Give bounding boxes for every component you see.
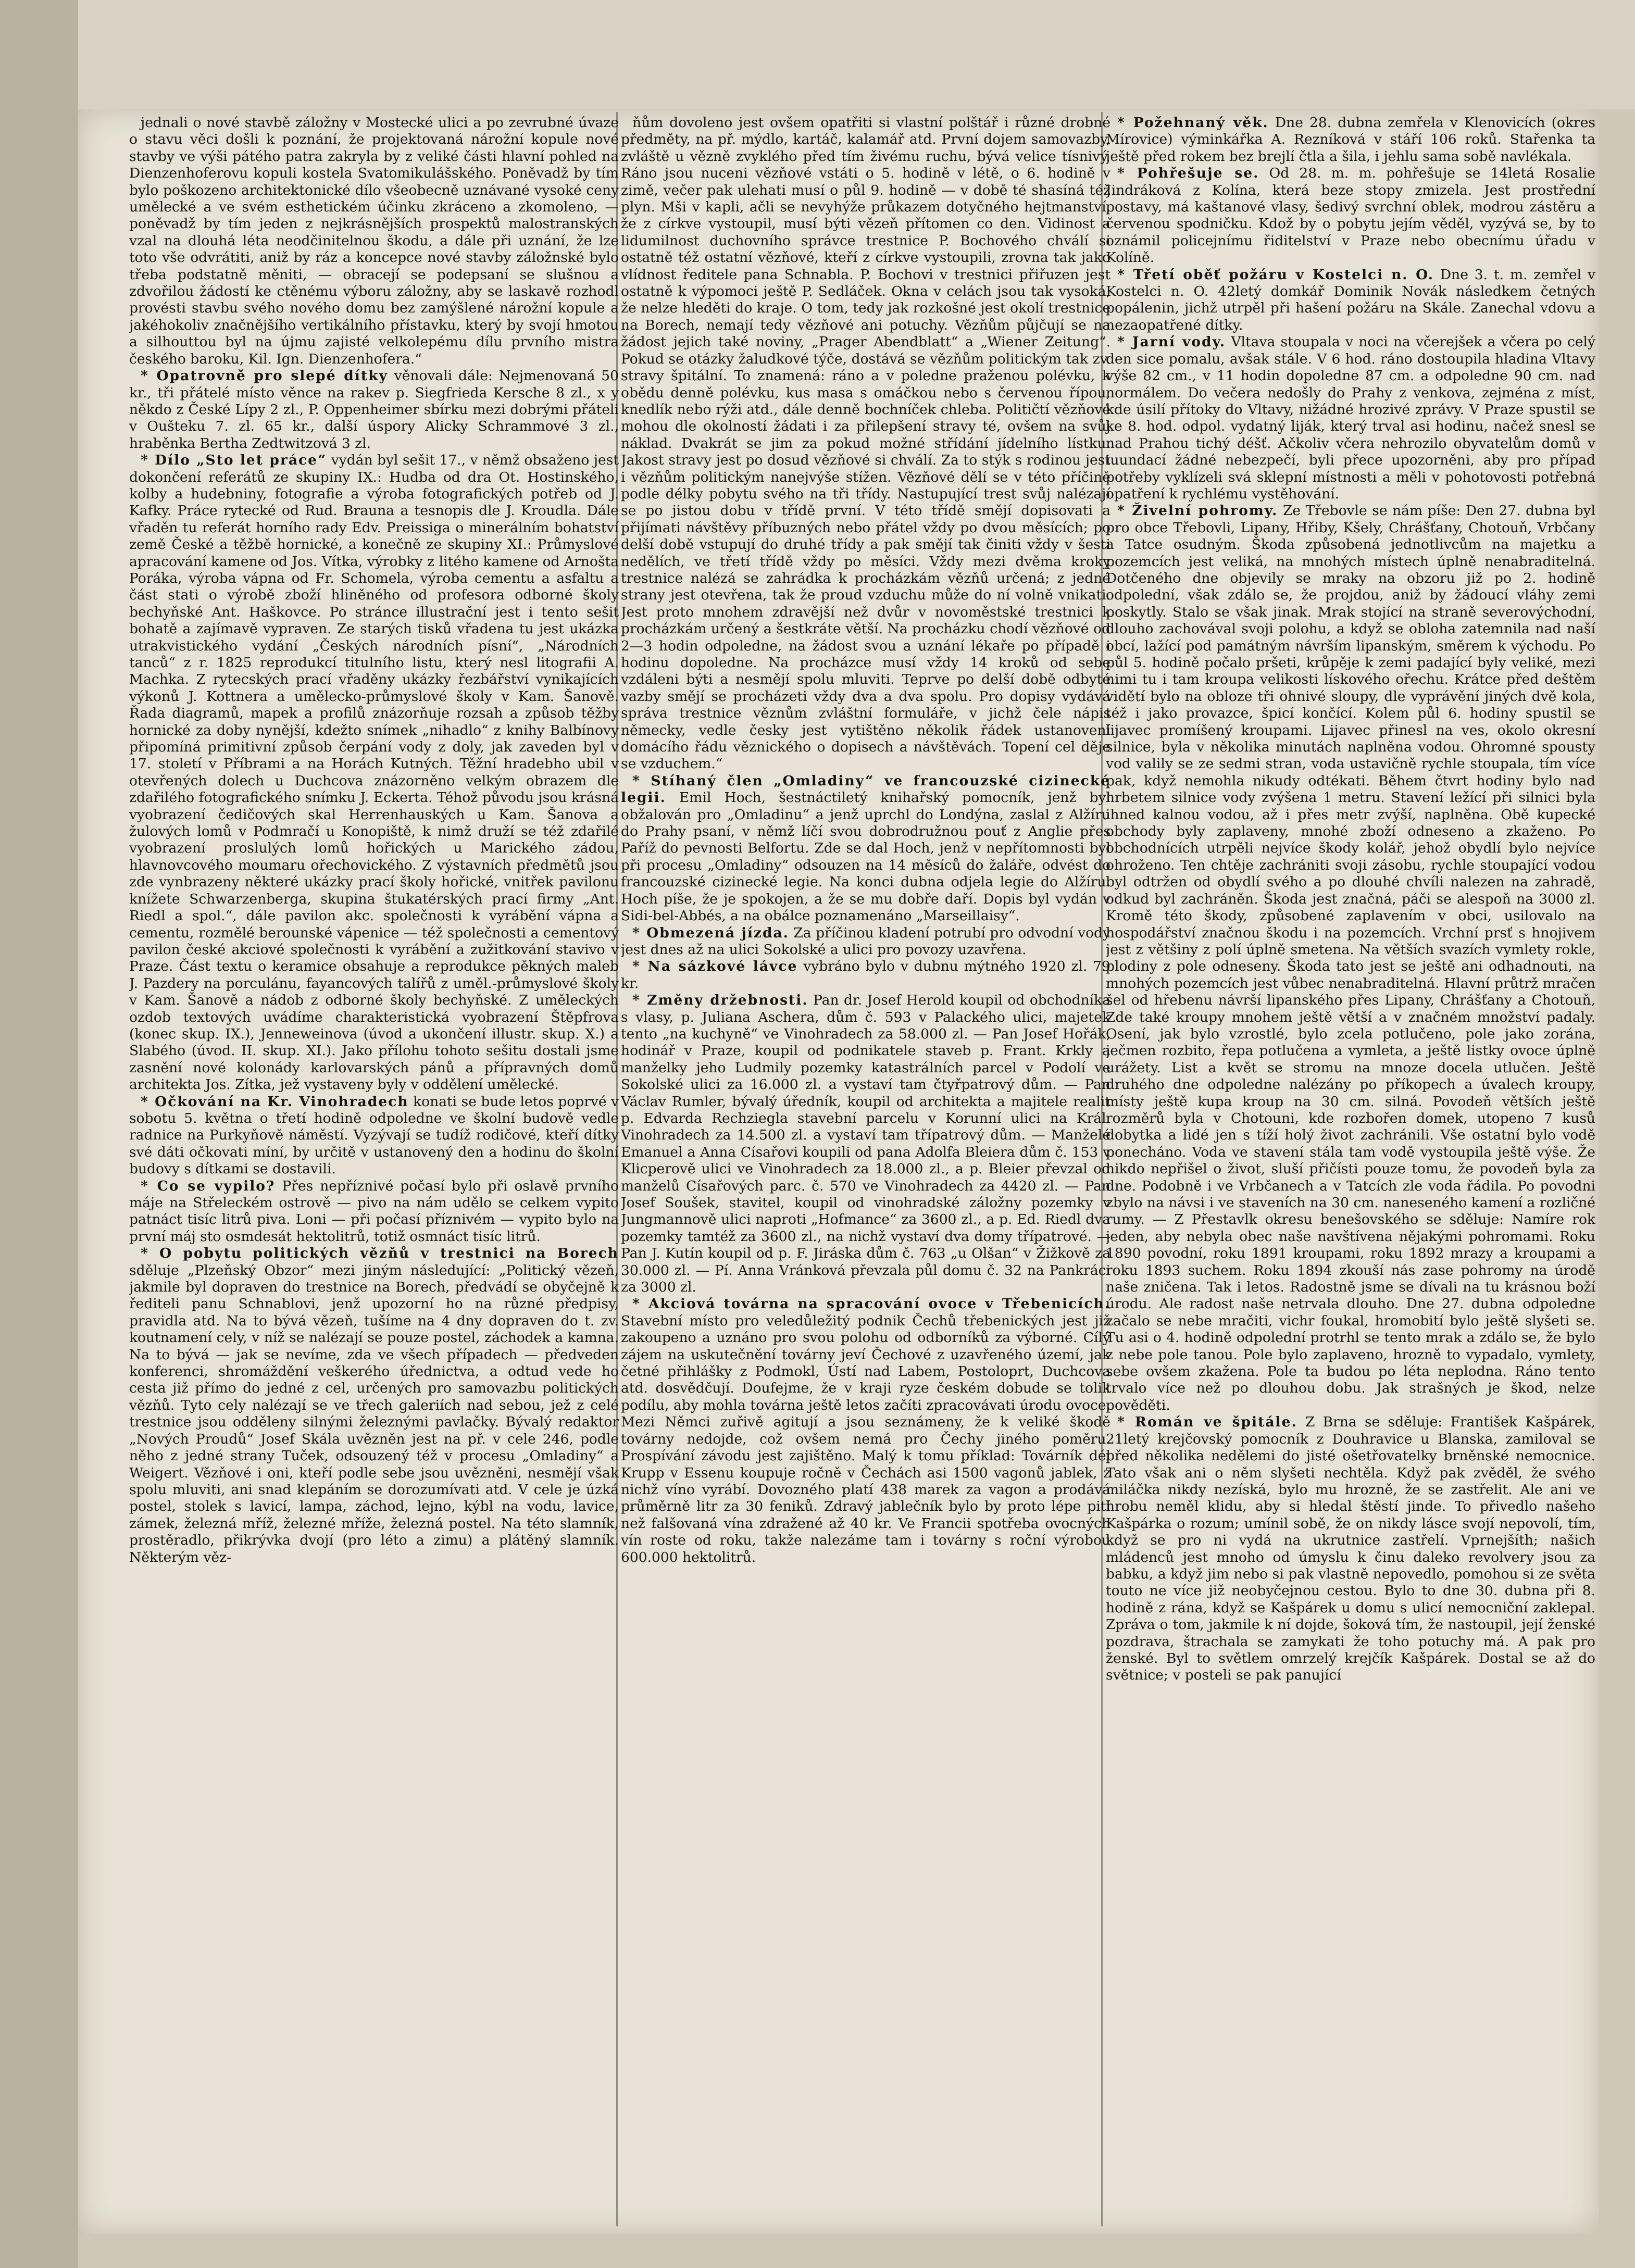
article-heading: * Opatrovně pro slepé dítky	[141, 368, 388, 384]
article-column1-1	[129, 368, 619, 452]
article-body: Ze Třebovle se nám píše: Den 27. dubna byl pro obce Třebovli, Lipany, Hřiby, Kšely, Chrášťany, Chotouň, Vrbčany a Tatce osudným. Škoda způsobená jednotlivcům na majetku a pozemcích jest veliká, na mnohých místech úplně nenabraditelná. Dotčeného dne objevily se mraky na obzoru již po 2. hodině odpolední, však zdálo se, že projdou, aniž by žádoucí vláhy zemi poskytly. Stalo se však jinak. Mrak stojící na straně severovýchodní, dlouho zachovával svoji polohu, a když se obloha zatemnila nad naší obcí, lažící pod památným návrším lipanským, směrem k východu. Po půl 5. hodině počalo pršeti, krůpěje k zemi padající byly veliké, mezi nimi tu i tam kroupa velikosti lískového ořechu. Krátce před deštěm vidětí bylo na obloze tři ohnivé sloupy, dle vyprávění jiných dvě kola, též i jako provazce, špicí končící. Kolem půl 6. hodiny spustil se lijavec promíšený kroupami. Lijavec přinesl na ves, okolo okresní silnice, byla v několika minutách naplněna vodou. Ohromné spousty vod valily se ze sedmi stran, voda ustavičně rychle stoupala, tím více pak, když nemohla nikudy odtékati. Během čtvrt hodiny bylo nad hrbetem silnice vody zvýšena 1 metru. Stavení ležící při silnici byla ihned kalnou vodou, až i přes metr zvýší, naplněna. Obě kupecké obchody byly zaplaveny, mnohé zboží odneseno a zkaženo. Po obchodnících utrpěli nejvíce škody kolář, jehož obydlí bylo nejvíce ohroženo. Ten chtěje zachrániti svoji zásobu, rychle stoupající vodou byl odtržen od obydlí svého a po dlouhé chvíli nalezen na zahradě, odkud byl zachráněn. Škoda jest značná, páči se alespoň na 3000 zl. Kromě této škody, způsobené zaplavením v obci, usilovalo na hospodářství značnou škodu i na pozemcích. Vrchní prsť s hnojivem jest z většiny z polí úplně smetena. Na větších svazích vymlety rokle, plodiny z pole odneseny. Škoda tato jest se ještě ani odhadnouti, na mnohých pozemcích jest vůbec nenabraditelná. Hlavní průtrž mračen šel od hřebenu návrší lipanského přes Lipany, Chrášťany a Chotouň, Zde také kroupy mnohem ještě větší a v značném množství padaly. Osení, jak bylo vzrostlé, bylo zcela potlučeno, pole jako zorána, ječmen rozbito, řepa potlučena a vymleta, a ještě listky ovoce úplně urážety. List a květ se stromu na mnoze docela utlučen. Ještě druhého dne odpoledne nalézány po příkopech a úvalech kroupy, místy ještě kupa kroup na 30 cm. silná. Povodeň větších ještě rozměrů byla v Chotouni, kde rozbořen domek, utopeno 7 kusů dobytka a lidé jen s tíží holý život zachránili. Vše ostatní bylo vodě ponecháno. Voda ve stavení stála tam vodě vystoupila ještě výše. Že nikdo nepřišel o život, sluší přičísti pouze tomu, že povodeň byla za dne. Podobně i ve Vrbčanech a v Tatcích zle voda řádila. Po povodni zbylo na návsi i ve staveních na 30 cm. naneseného kamení a rozličné rumy. — Z Přestavlk okresu benešovského se sděluje: Namíre rok jeden, aby nebyla obec naše navštívena nějakými pohromami. Roku 1890 povodní, roku 1891 kroupami, roku 1892 mrazy a kroupami a roku 1893 suchem. Roku 1894 zkouší nás zase pohromy na úrodě naše zničena. Tak i letos. Radostně jsme se dívali na tu krásnou boží úrodu. Ale radost naše netrvala dlouho. Dne 27. dubna odpoledne začalo se nebe mračiti, vichr foukal, hromobití bylo ještě slyšeti se. Tu asi o 4. hodině odpolední protrhl se tento mrak a zdálo se, že bylo z nebe pole tanou. Pole bylo zaplaveno, hrozně to vypadalo, vymlety, sebe ovšem zkažena. Pole ta budou po léta neplodna. Ráno tento trvalo více než po dlouhou dobu. Jak strašných je škod, nelze pověděti.	[1106, 503, 1595, 1413]
article-column3-4	[1106, 503, 1595, 1414]
article-column2-0	[621, 115, 1110, 773]
article-column1-4	[129, 1178, 619, 1246]
article-body: sděluje „Plzeňský Obzor“ mezi jiným následující: „Politický vězeň, jakmile byl dopraven do trestnice na Borech, předvádí se obyčejně k řediteli panu Schnablovi, jenž upozorní ho na různé předpisy, pravidla atd. Na to bývá vězeň, tušíme na 4 dny dopraven do t. zv. koutnamení cely, v níž se nalézají se pouze postel, záchodek a kamna. Na to bývá — jak se nevíme, zda ve všech případech — předveden konferenci, shromáždění veškerého úřednictva, a odtud vede ho cesta již přímo do jedné z cel, určených pro samovazbu politických vězňů. Tyto cely nalézají se ve třech galeriích nad sebou, jež z celé trestnice jsou odděleny silnými železnými pavlačky. Bývalý redaktor „Nových Proudů“ Josef Skála uvězněn jest na př. v cele 246, podle něho z jedné strany Tuček, odsouzený též v procesu „Omladiny“ a Weigert. Vězňové i oni, kteří podle sebe jsou uvězněni, nesmějí však spolu mluviti, ani snad klepáním se dorozumívati atd. V cele je úzká postel, stolek s lavicí, lampa, záchod, lejno, kýbl na vodu, lavice, zámek, železná mříž, železné mříže, železná postel. Na této slamník, prostěradlo, přikrývka dvojí (pro léto a zimu) a plátěný slamník. Některým věz-	[129, 1262, 619, 1565]
article-column2-5	[621, 1296, 1110, 1566]
article-heading: * Co se vypilo?	[141, 1177, 276, 1194]
article-column3-2	[1106, 267, 1595, 334]
article-column3-1	[1106, 165, 1595, 266]
article-body: Emil Hoch, šestnáctiletý knihařský pomocník, jenž byl obžalován pro „Omladinu“ a jenž uprchl do Londýna, zaslal z Alžíru do Prahy psaní, v němž líčí svou dobrodružnou pouť z Anglie přes Paříž do pevnosti Belfortu. Zde se dal Hoch, jenž v nepřítomnosti byl při procesu „Omladiny“ odsouzen na 14 měsíců do žaláře, odvést do francouzské cizinecké legie. Na konci dubna odjela legie do Alžíru. Hoch píše, že je spokojen, a že se mu dobře daří. Dopis byl vydán v Sidi-bel-Abbés, a na obálce poznamenáno „Marseillaisy“.	[621, 790, 1110, 924]
article-body: Dne 3. t. m. zemřel v Kostelci n. O. 42letý domkář Dominik Novák následkem četných popálenin, jichž utrpěl při hašení požáru na Skále. Zanechal vdovu a nezaopatřené dítky.	[1106, 266, 1595, 333]
text-column-3	[1106, 115, 1595, 2224]
article-body: Pan dr. Josef Herold koupil od obchodníka s vlasy, p. Juliana Aschera, dům č. 593 v Palackého ulici, majetek tento „na kuchyně“ ve Vinohradech za 58.000 zl. — Pan Josef Hořák, hodinář v Praze, koupil od podnikatele staveb p. Frant. Krkly a manželky jeho Ludmily pozemky katastrálních parcel v Podolí ve Sokolské ulici za 16.000 zl. a vystaví tam čtyřpatrový dům. — Pan Václav Rumler, bývalý úředník, koupil od architekta a majitele realit p. Edvarda Rechziegla stavební parcelu v Korunní ulici na Král. Vinohradech za 14.500 zl. a vystaví tam třípatrový dům. — Manželé Emanuel a Anna Císařovi koupili od pana Adolfa Bleiera dům č. 153 v Klicperově ulici ve Vinohradech za 18.000 zl., a p. Bleier převzal od manželů Císařových parc. č. 570 ve Vinohradech za 4420 zl. — Pan Josef Soušek, stavitel, koupil od vinohradské záložny pozemky v Jungmannově ulici naproti „Hofmance“ za 3600 zl., a p. Ed. Riedl dva pozemky tamtéž za 3600 zl., na nichž vystaví dva domy třípatrové. — Pan J. Kutín koupil od p. F. Jiráska dům č. 763 „u Olšan“ v Žižkově za 30.000 zl. — Pí. Anna Vránková převzala půl domu č. 32 na Pankráci za 3000 zl.	[621, 992, 1110, 1296]
article-column2-4	[621, 992, 1110, 1296]
article-body: vydán byl sešit 17., v němž obsaženo jest dokončení referátů ze skupiny IX.: Hudba od dra Ot. Hostinského, kolby a hudebniny, fotografie a výroba fotografických potřeb od J. Kafky. Práce rytecké od Rud. Brauna a tesnopis dle J. Kroudla. Dále vřaděn tu referát horního rady Edv. Preissiga o minerálním bohatství země České a těžbě hornické, a konečně ze skupiny XI.: Průmyslové apracování kamene od Jos. Vítka, výrobky z litého kamene od Arnošta Poráka, výroba vápna od Fr. Schomela, výroba cementu a asfaltu a část stati o výrobě zboží hliněného od profesora odborné školy bechyňské Ant. Haškovce. Po stránce illustrační jest i tento sešit bohatě a zajímavě vypraven. Ze starých tisků vřadena tu jest ukázka utrakvistického vydání „Českých národních písní“, „Národních tanců“ z r. 1825 reprodukcí titulního listu, který nesl litografii A. Machka. Z rytecských prací vřaděny ukázky řezbářství vynikajících výkonů J. Kottnera a umělecko-průmyslové školy v Kam. Šanově. Řada diagramů, mapek a profilů znázorňuje rozsah a způsob těžby hornické za doby nynější, kdežto snímek „nihadlo“ z knihy Balbínovy připomíná primitivní způsob čerpání vody z doly, jak zaveden byl v 17. století v Příbrami a na Horách Kutných. Těžní hradebho ubil v otevřených dolech u Duchcova znázorněno velkým obrazem dle zdařilého fotografického snímku J. Eckerta. Téhož původu jsou krásná vyobrazení čedičových skal Herrenhauských u Kam. Šanova a žulových lomů v Podmračí u Konopiště, k nimž druží se též zdařilé vyobrazení proslulých lomů hořických u Marického zádou, hlavnovcového moumaru ořechovického. Z výstavních předmětů jsou zde vynbrazeny některé ukázky prací školy hořické, vnitřek pavilonu knížete Schwarzenberga, skupina štukatérských prací firmy „Ant. Riedl a spol.“, dále pavilon akc. společnosti k vyrábění vápna a cementu, rozmělé berounské vápenice — též společnosti a cementový pavilon české akciové společnosti k vyrábění a zužitkování stavivo v Praze. Část textu o keramice obsahuje a reprodukce pěkných maleb J. Pazdery na porculánu, fayancových talířů z uměl.-průmyslové školy v Kam. Šanově a nádob z odborné školy bechyňské. Z uměleckých ozdob textových uvádíme charakteristická vyobrazení Štěpfrova (konec skup. IX.), Jenneweinova (úvod a ukončení illustr. skup. X.) a Slabého (úvod. II. skup. XI.). Jako přílohu tohoto sešitu dostali jsme zasnění nové kolonády karlovarských pánů a přípravných domů architekta Jos. Zítka, jež vystaveny byly v oddělení umělecké.	[129, 452, 619, 1093]
article-body: Z Brna se sděluje: František Kašpárek, 21letý krejčovský pomocník z Douhravice u Blanska, zamiloval se před několika nedělemi do jisté ošetřovatelky brněnské nemocnice. Tato však ani o něm slyšeti nechtěla. Když pak zvěděl, že svého miláčka nikdy nezíská, bylo mu hrozně, že se zastřelit. Ale ani ve hrobu neměl klidu, aby si hledal štěstí jinde. To přivedlo našeho Kašpárka o rozum; umínil sobě, že on nikdy lásce svojí nepovolí, tím, když se pro ni vydá na ukrutnice zastřelí. Vprnejšíth; našich mládenců jest mnoho od úmyslu k činu daleko revolvery jsou za babku, a když jim nebo si pak vlastně nepovedlo, pomohou si ze světa touto ne více již neobyčejnou cestou. Bylo to dne 30. dubna při 8. hodině z rána, když se Kašpárek u domu s ulicí nemocniční zaklepal. Zpráva o tom, jakmile k ní dojde, šoková tím, že nastoupil, její ženské pozdrava, štrachala se zamykati že toho potuchy má. A pak pro ženské. Byl to světlem omrzelý krejčík Kašpárek. Dostal se až do světnice; v posteli se pak panující	[1106, 1414, 1595, 1684]
article-heading: * Pohřešuje se.	[1117, 165, 1259, 182]
article-heading: * Dílo „Sto let práce“	[141, 452, 327, 469]
article-heading: * Obmezená jízda.	[632, 924, 789, 941]
article-heading: * Stíhaný člen „Omladiny“ ve francouzské cizinecké legii.	[621, 772, 1110, 806]
article-heading: * Na sázkové lávce	[632, 958, 798, 975]
article-heading: * Požehnaný věk.	[1117, 115, 1269, 131]
article-heading: * Třetí oběť požáru v Kostelci n. O.	[1117, 266, 1434, 283]
article-heading: * Jarní vody.	[1117, 334, 1226, 350]
article-body: Od 28. m. m. pohřešuje se 14letá Rosalie Jindráková z Kolína, která beze stopy zmizela. Jest prostřední postavy, má kaštanové vlasy, šedivý svrchní oblek, modrou zástěru a červenou spodničku. Kdož by o pobytu jejím věděl, vyzývá se, by to oznámil policejnímu řiditelství v Praze nebo obecnímu úřadu v Kolíně.	[1106, 165, 1595, 266]
article-body: Stavební místo pro veledůležitý podnik Čechů třebenických jest již zakoupeno a uznáno pro svou polohu od odborníků za výborné. Cílý zájem na uskutečnění továrny jeví Čechové z uzavřeného území, jak četné přihlášky z Podmokl, Ústí nad Labem, Postoloprt, Duchcova atd. dosvědčují. Doufejme, že v kraji ryze českém dobude se tolik podílu, aby mohla továrna ještě letos začíti zpracovávati úrodu ovoce. Mezi Němci zuřivě agitují a jsou seznámeny, že k veliké škodě továrny nedojde, což ovšem nemá pro Čechy jiného poměru. Prospívání závodu jest zajištěno. Malý k tomu příklad: Továrník dél Krupp v Essenu koupuje ročně v Čechách asi 1500 vagonů jablek, z nichž víno vyrábí. Dovozného platí 438 marek za vagon a prodává průměrně litr za 30 feniků. Zdravý jablečník bylo by proto lépe pití než falšovaná vína zdražené až 40 kr. Ve Francii spotřeba ovocných vín roste od roku, takže nalezáme tam i továrny s roční výrobou 600.000 hektolitrů.	[621, 1312, 1110, 1565]
article-heading: * Akciová továrna na spracování ovoce v Třebenicích.	[632, 1296, 1110, 1312]
text-column-1	[129, 115, 619, 2224]
article-column2-3	[621, 958, 1110, 992]
article-column1-5	[129, 1245, 619, 1566]
article-heading: * O pobytu politických vězňů v trestnici na Borech	[141, 1245, 619, 1262]
article-heading: * Změny držebnosti.	[632, 992, 808, 1009]
article-body: konati se bude letos poprvé v sobotu 5. května o třetí hodině odpoledne ve školní budově vedle radnice na Purkyňově náměstí. Vyzývají se tudíž rodičové, kteří dítky své dáti očkovati míní, by určitě v ustanovený den a hodinu do školní budovy s dítkami se dostavili.	[129, 1093, 619, 1177]
article-body: Za příčinou kladení potrubí pro odvodní vody jest dnes až na ulici Sokolské a ulici pro povozy uzavřena.	[621, 924, 1110, 958]
article-column2-1	[621, 773, 1110, 925]
scan-background-top	[0, 0, 1635, 109]
article-body: Dne 28. dubna zemřela v Klenovicích (okres Mírovice) výminkářka A. Rezníková v stáří 106 roků. Stařenka ta ještě před rokem bez brejlí čtla a šila, i jehlu sama sobě navlékala.	[1106, 115, 1595, 165]
article-body: Vltava stoupala v noci na včerejšek a včera po celý den sice pomalu, avšak stále. V 6 hod. ráno dostoupila hladina Vltavy výše 82 cm., v 11 hodin dopoledne 87 cm. a odpoledne 90 cm. nad normálem. Do večera nedošly do Prahy z venkova, zejména z míst, kde úsilí přítoky do Vltavy, nižádné hrozivé zprávy. V Praze spustil se ke 8. hod. odpol. vydatný liják, který trval asi hodinu, načež snesl se nad Prahou tichý déšť. Ačkoliv včera nehrozilo obyvatelům domů v iuundací žádné nebezpečí, byli přece upozorněni, aby pro případ potřeby vyklízeli svá sklepní místnosti a měli v pohotovosti potřebná opatření k rychlému vystěhování.	[1106, 334, 1595, 502]
scan-background-left	[0, 0, 78, 2268]
article-body: ňům dovoleno jest ovšem opatřiti si vlastní polštář i různé drobné předměty, na př. mýdlo, kartáč, kalamář atd. První dojem samovazby, zvláště u vězně zvyklého před tím živému ruchu, bývá velice tísnivý. Ráno jsou nuceni vězňové vstáti o 5. hodině v létě, o 6. hodině v zimě, večer pak ulehati musí o půl 9. hodině — v době té shasíná též plyn. Mši v kapli, ačli se nevyhýže průkazem dotyčného hejtmanství, že z církve vystoupil, musí býti vězeň přítomen co den. Vidinost a lidumilnost duchovního správce trestnice P. Bochového chválí si ostatně též ostatní vězňové, kteří z církve vystoupili, zrovna tak jako vlídnost ředitele pana Schnabla. P. Bochovi v trestnici přiřuzen jest ostatně k výpomoci ještě P. Sedláček. Okna v celách jsou tak vysoká, že nelze hleděti do kraje. O tom, tedy jak rozkošné jest okolí trestnice na Borech, nemají tedy vězňové ani potuchy. Vězňům půjčují se na žádost jejich také noviny, „Prager Abendblatt“ a „Wiener Zeitung“. Pokud se otázky žaludkové týče, dostává se vězňům politickým tak zv. stravy špitální. To znamená: ráno a v poledne praženou polévku, k obědu denně polévku, kus masa s omáčkou nebo s červenou řípou, knedlík nebo rýži atd., dále denně bochníček chleba. Političtí vězňové mohou dle okolností žádati i za přilepšení stravy té, ovšem na svůj náklad. Dvakrát se jim za pokud možné střídání jídelního lístku. Jakost stravy jest po dosud vězňové si chválí. Za to stýk s rodinou jest i vězňům politickým nanejvýše stížen. Vězňové dělí se v této příčině podle délky pobytu svého na tři třídy. Nastupující trest svůj nalézají se po jistou dobu v třídě první. V této třídě smějí dopisovati a přijímati návštěvy příbuzných nebo přátel vždy po dvou měsících; po delší době vstupují do druhé třídy a pak smějí tak činiti vždy v šesti nedělích, ve třetí třídě vždy po měsíci. Vždy mezi dvěma kroky trestnice nalézá se zahrádka k procházkám vězňů určená; z jedné strany jest otevřena, tak že proud vzduchu může do ní volně vnikati. Jest proto mnohem zdravější než dvůr v novoměstské trestnici k procházkám určený a šestkráte větší. Na procházku chodí vězňové od 2—3 hodin odpoledne, na žádost svou a uznání lékaře po případě i hodinu dopoledne. Na procházce musí vždy 14 kroků od sebe vzdáleni býti a nesmějí spolu mluviti. Teprve po delší době odbyté vazby smějí se procházeti vždy dva a dva spolu. Pro dopisy vydává správa trestnice věznům zvláštní formuláře, v jichž čele nápis německy, vedle česky jest vytištěno několik řádek ustanovení domácího řádu věznického o dopisech a návštěvách. Topení cel děje se vzduchem.“	[621, 115, 1110, 772]
article-column3-5	[1106, 1414, 1595, 1684]
article-heading: * Očkování na Kr. Vinohradech	[141, 1093, 409, 1110]
article-column1-0	[129, 115, 619, 368]
article-body: jednali o nové stavbě záložny v Mostecké ulici a po zevrubné úvaze o stavu věci došli k poznání, že projektovaná nárožní kopule nové stavby ve výši pátého patra zakryla by z veliké části hlavní pohled na Dienzenhoferovu kopuli kostela Svatomikulášského. Poněvadž by tím bylo poškozeno architektonické dílo všeobecně uznávané vysoké ceny umělecké a ve svém esthetickém účinku zkráceno a zkomoleno, — poněvadž by tím jeden z nejkrásnějších prospektů malostranských vzal na dlouhá léta neodčinitelnou škodu, a dále při uznání, že lze toto vše odvrátiti, aniž by ráz a koncepce nové stavby záložnské bylo třeba podstatně měniti, — obracejí se podepsaní se slušnou a zdvořilou žádostí ke ctěnému výboru záložny, aby se laskavě rozhodl provésti stavbu svého nového domu bez zamýšlené nárožní kopule a jakéhokoliv značnějšího vertikálního přístavku, který by svojí hmotou a silhouttou byl na újmu zajisté velkolepému dílu prvního mistra českého baroku, Kil. Ign. Dienzenhofera.“	[129, 115, 619, 367]
article-body: Přes nepříznivé počasí bylo při oslavě prvního máje na Střeleckém ostrově — pivo na nám udělo se celkem vypito patnáct tisíc litrů piva. Loni — při počasí příznivém — vypito bylo na první máj sto osmdesát hektolitrů, totiž osmnáct tisíc litrů.	[129, 1177, 619, 1245]
article-column3-3	[1106, 334, 1595, 503]
text-column-2	[621, 115, 1110, 2224]
article-column1-3	[129, 1094, 619, 1178]
article-heading: * Živelní pohromy.	[1117, 503, 1278, 519]
article-body: vybráno bylo v dubnu mýtného 1920 zl. 79 kr.	[621, 958, 1110, 992]
article-body: věnovali dále: Nejmenovaná 50 kr., tři přátelé místo věnce na rakev p. Siegfrieda Kersche 8 zl., x y někdo z České Lípy 2 zl., P. Oppenheimer sbírku mezi dobrými přáteli v Oušteku 7. zl. 65 kr., další úspory Alicky Schrammové 3 zl., hraběnka Bertha Zedtwitzová 3 zl.	[129, 368, 619, 452]
article-column2-2	[621, 925, 1110, 959]
article-column3-0	[1106, 115, 1595, 165]
article-heading: * Román ve špitále.	[1117, 1414, 1297, 1431]
article-column1-2	[129, 452, 619, 1093]
